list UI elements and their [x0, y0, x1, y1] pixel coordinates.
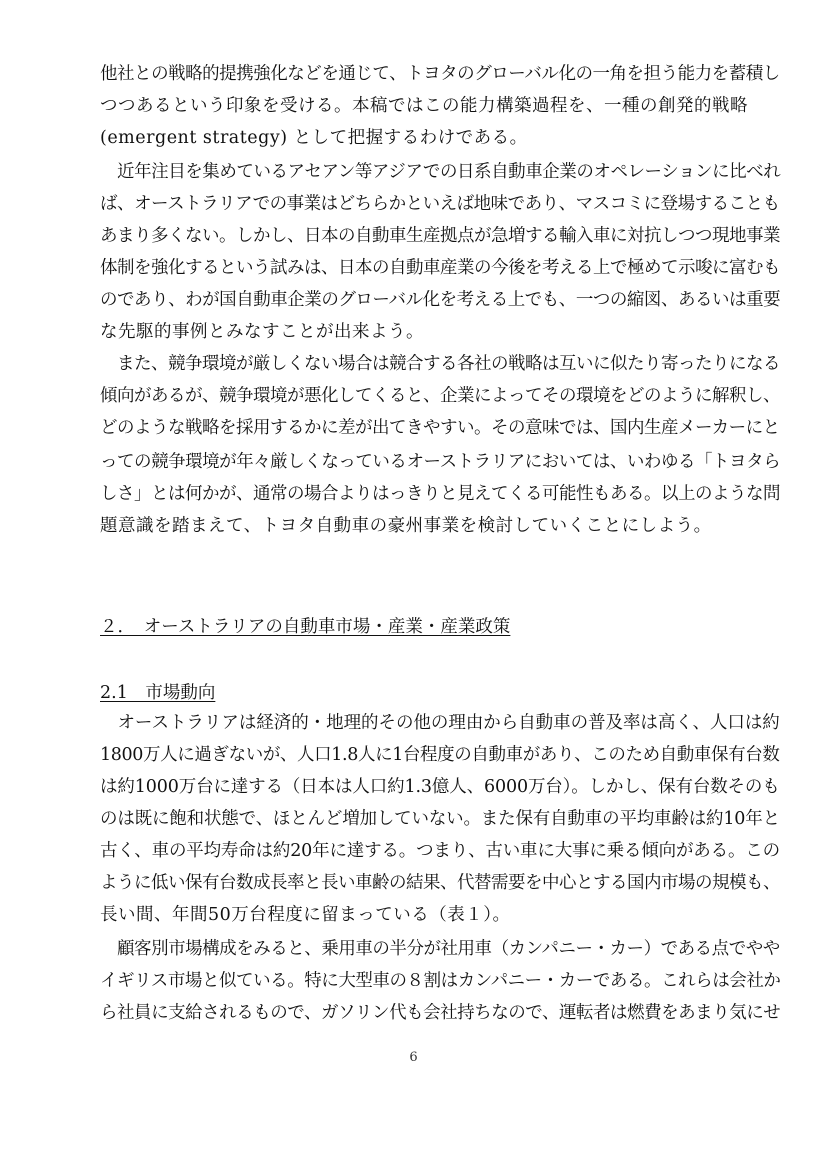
body-text-line: は約1000万台に達する（日本は人口約1.3億人、6000万台）。しかし、保有台数そのも	[100, 777, 780, 797]
body-text-line: 顧客別市場構成をみると、乗用車の半分が社用車（カンパニー・カー）である点でやや	[100, 939, 780, 959]
body-text-line: どのような戦略を採用するかに差が出てきやすい。その意味では、国内生産メーカーにと	[100, 418, 780, 438]
page-number: 6	[409, 1050, 418, 1065]
body-text-line: な先駆的事例とみなすことが出来よう。	[100, 322, 424, 342]
body-text-line: 長い間、年間50万台程度に留まっている（表１）。	[100, 905, 511, 925]
body-text-line: イギリス市場と似ている。特に大型車の８割はカンパニー・カーである。これらは会社か	[100, 971, 781, 991]
subsection-heading: 2.1 市場動向	[100, 683, 216, 703]
body-text-line: ら社員に支給されるもので、ガソリン代も会社持ちなので、運転者は燃費をあまり気にせ	[100, 1003, 781, 1023]
body-text-line: しさ」とは何かが、通常の場合よりはっきりと見えてくる可能性もある。以上のような問	[100, 484, 780, 504]
body-text-line: 1800万人に過ぎないが、人口1.8人に1台程度の自動車があり、このため自動車保有台数	[100, 745, 780, 765]
body-text-line: つつあるという印象を受ける。本稿ではこの能力構築過程を、一種の創発的戦略	[100, 96, 748, 116]
body-text-line: ば、オーストラリアでの事業はどちらかといえば地味であり、マスコミに登場することも	[100, 194, 780, 214]
body-text-line: あまり多くない。しかし、日本の自動車生産拠点が急増する輸入車に対抗しつつ現地事業	[100, 226, 780, 246]
section-heading: ２． オーストラリアの自動車市場・産業・産業政策	[100, 617, 511, 637]
body-text-line: ように低い保有台数成長率と長い車齢の結果、代替需要を中心とする国内市場の規模も、	[100, 873, 780, 893]
body-text-line: 傾向があるが、競争環境が悪化してくると、企業によってその環境をどのように解釈し、	[100, 386, 780, 406]
body-text-line: 他社との戦略的提携強化などを通じて、トヨタのグローバル化の一角を担う能力を蓄積し	[100, 64, 780, 84]
body-text-line: (emergent strategy) として把握するわけである。	[100, 128, 528, 148]
body-text-line: また、競争環境が厳しくない場合は競合する各社の戦略は互いに似たり寄ったりになる	[100, 354, 780, 374]
body-text-line: 近年注目を集めているアセアン等アジアでの日系自動車企業のオペレーションに比べれ	[100, 162, 781, 182]
body-text-line: オーストラリアは経済的・地理的その他の理由から自動車の普及率は高く、人口は約	[100, 713, 780, 733]
body-text-line: のであり、わが国自動車企業のグローバル化を考える上でも、一つの縮図、あるいは重要	[100, 290, 781, 310]
body-text-line: 題意識を踏まえて、トヨタ自動車の豪州事業を検討していくことにしよう。	[100, 516, 712, 536]
body-text-line: 体制を強化するという試みは、日本の自動車産業の今後を考える上で極めて示唆に富むも	[100, 258, 780, 278]
body-text-line: 古く、車の平均寿命は約20年に達する。つまり、古い車に大事に乗る傾向がある。この	[100, 841, 780, 861]
body-text-line: っての競争環境が年々厳しくなっているオーストラリアにおいては、いわゆる「トヨタら	[100, 452, 781, 472]
body-text-line: のは既に飽和状態で、ほとんど増加していない。また保有自動車の平均車齢は約10年と	[100, 809, 780, 829]
